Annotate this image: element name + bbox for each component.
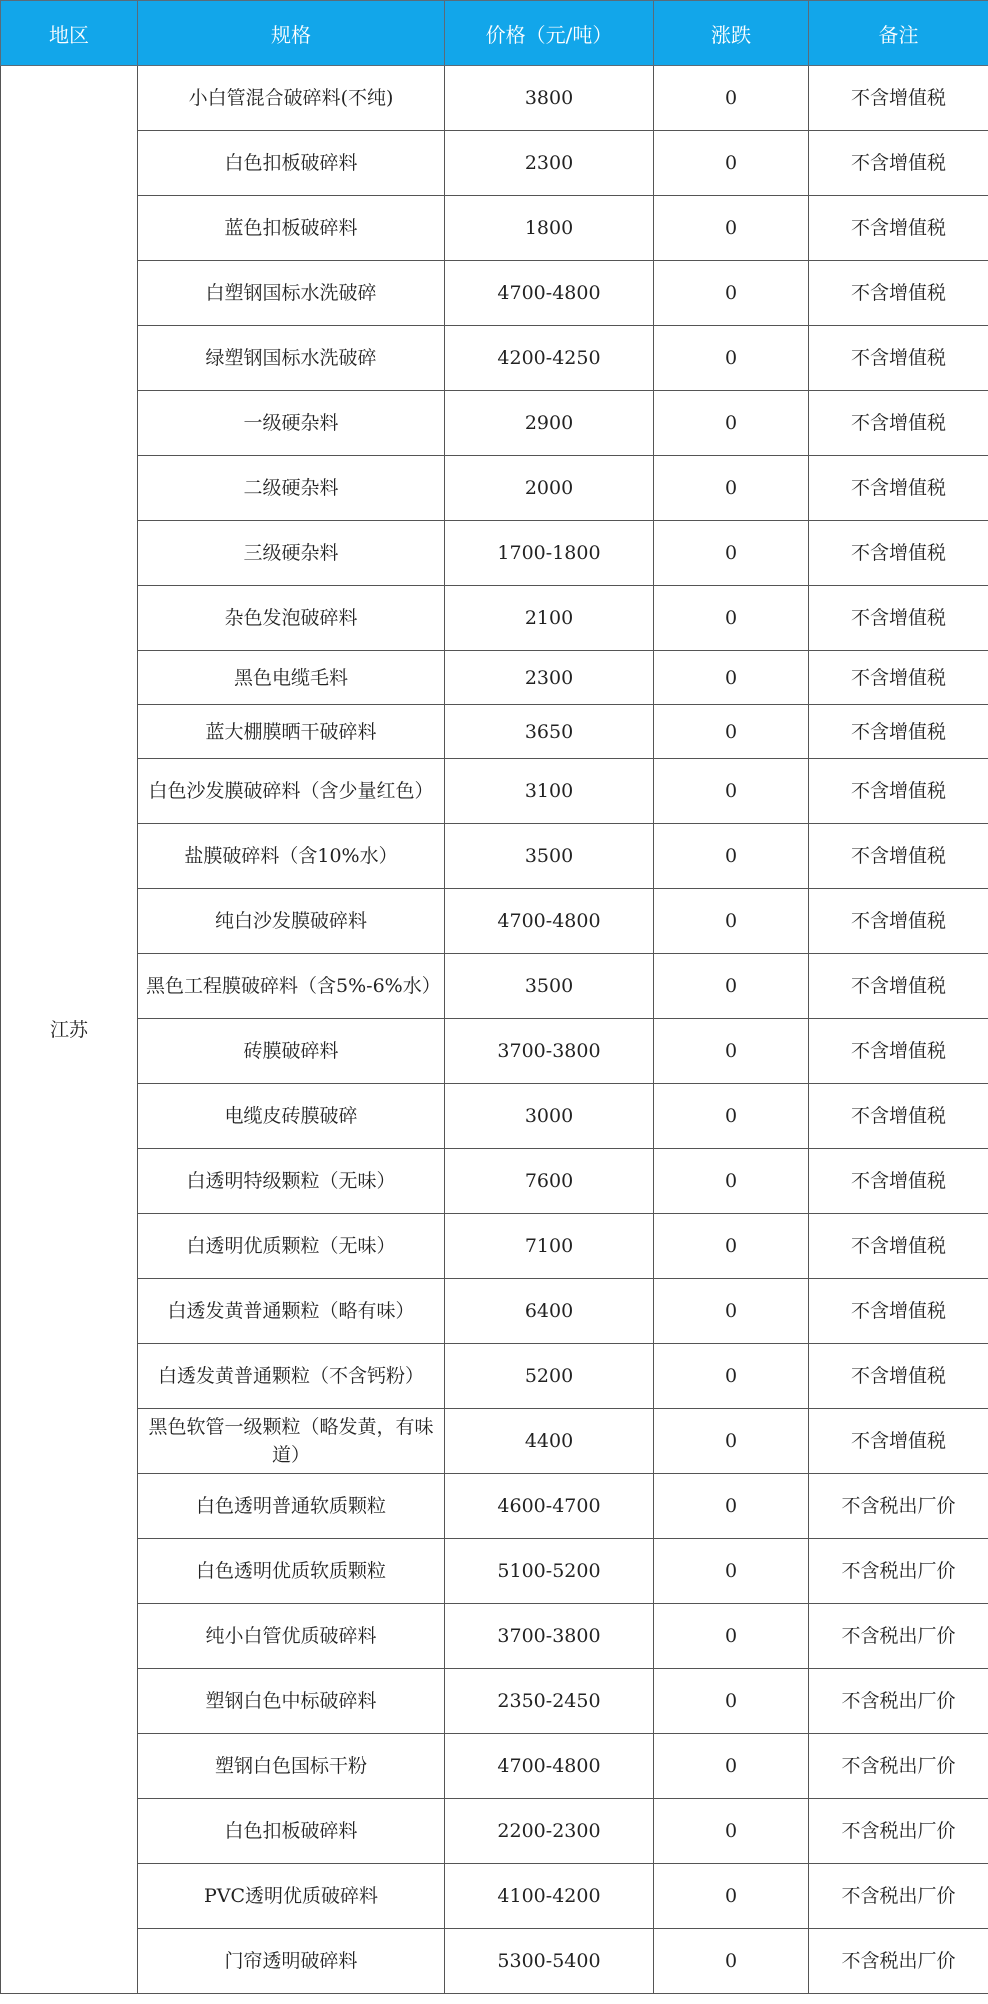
- change-cell: 0: [654, 954, 809, 1019]
- change-cell: 0: [654, 521, 809, 586]
- table-row: [1, 1929, 988, 1994]
- price-cell: 1800: [445, 196, 654, 261]
- price-cell: 4100-4200: [445, 1864, 654, 1929]
- table-row: [1, 1084, 988, 1149]
- price-cell: 5200: [445, 1344, 654, 1409]
- change-cell: 0: [654, 1799, 809, 1864]
- table-row: [1, 456, 988, 521]
- spec-cell: 杂色发泡破碎料: [138, 586, 445, 651]
- spec-cell: 塑钢白色中标破碎料: [138, 1669, 445, 1734]
- price-cell: 4700-4800: [445, 1734, 654, 1799]
- note-cell: 不含增值税: [809, 889, 988, 954]
- spec-cell: 白色沙发膜破碎料（含少量红色）: [138, 759, 445, 824]
- note-cell: 不含税出厂价: [809, 1734, 988, 1799]
- header-change: 涨跌: [654, 1, 809, 66]
- table-row: [1, 1344, 988, 1409]
- price-cell: 7100: [445, 1214, 654, 1279]
- spec-cell: 门帘透明破碎料: [138, 1929, 445, 1994]
- spec-cell: 黑色电缆毛料: [138, 651, 445, 705]
- change-cell: 0: [654, 1864, 809, 1929]
- price-cell: 7600: [445, 1149, 654, 1214]
- note-cell: 不含增值税: [809, 759, 988, 824]
- price-cell: 4200-4250: [445, 326, 654, 391]
- table-row: [1, 1604, 988, 1669]
- change-cell: 0: [654, 326, 809, 391]
- spec-cell: 塑钢白色国标干粉: [138, 1734, 445, 1799]
- price-cell: 3500: [445, 824, 654, 889]
- table-row: [1, 586, 988, 651]
- price-cell: 2350-2450: [445, 1669, 654, 1734]
- change-cell: 0: [654, 391, 809, 456]
- price-cell: 3650: [445, 705, 654, 759]
- note-cell: 不含税出厂价: [809, 1929, 988, 1994]
- note-cell: 不含税出厂价: [809, 1604, 988, 1669]
- table-row: [1, 1539, 988, 1604]
- spec-cell: 白色扣板破碎料: [138, 131, 445, 196]
- note-cell: 不含增值税: [809, 196, 988, 261]
- note-cell: 不含增值税: [809, 824, 988, 889]
- change-cell: 0: [654, 705, 809, 759]
- change-cell: 0: [654, 196, 809, 261]
- header-note: 备注: [809, 1, 988, 66]
- spec-cell: 白透发黄普通颗粒（略有味）: [138, 1279, 445, 1344]
- change-cell: 0: [654, 1214, 809, 1279]
- note-cell: 不含税出厂价: [809, 1669, 988, 1734]
- change-cell: 0: [654, 1149, 809, 1214]
- spec-cell: 蓝大棚膜晒干破碎料: [138, 705, 445, 759]
- change-cell: 0: [654, 759, 809, 824]
- table-row: [1, 326, 988, 391]
- header-price: 价格（元/吨）: [445, 1, 654, 66]
- table-row: [1, 1734, 988, 1799]
- table-row: [1, 1279, 988, 1344]
- spec-cell: PVC透明优质破碎料: [138, 1864, 445, 1929]
- spec-cell: 绿塑钢国标水洗破碎: [138, 326, 445, 391]
- change-cell: 0: [654, 586, 809, 651]
- note-cell: 不含增值税: [809, 651, 988, 705]
- table-row: [1, 1799, 988, 1864]
- price-cell: 3700-3800: [445, 1604, 654, 1669]
- note-cell: 不含增值税: [809, 705, 988, 759]
- note-cell: 不含增值税: [809, 1149, 988, 1214]
- table-row: [1, 759, 988, 824]
- change-cell: 0: [654, 131, 809, 196]
- table-row: [1, 1019, 988, 1084]
- change-cell: 0: [654, 824, 809, 889]
- note-cell: 不含增值税: [809, 1019, 988, 1084]
- price-cell: 4700-4800: [445, 889, 654, 954]
- price-cell: 3700-3800: [445, 1019, 654, 1084]
- note-cell: 不含增值税: [809, 261, 988, 326]
- change-cell: 0: [654, 651, 809, 705]
- change-cell: 0: [654, 1539, 809, 1604]
- price-cell: 2100: [445, 586, 654, 651]
- price-cell: 2900: [445, 391, 654, 456]
- spec-cell: 白色扣板破碎料: [138, 1799, 445, 1864]
- spec-cell: 电缆皮砖膜破碎: [138, 1084, 445, 1149]
- spec-cell: 白透发黄普通颗粒（不含钙粉）: [138, 1344, 445, 1409]
- table-row: [1, 261, 988, 326]
- change-cell: 0: [654, 1279, 809, 1344]
- price-cell: 6400: [445, 1279, 654, 1344]
- note-cell: 不含增值税: [809, 1214, 988, 1279]
- price-cell: 4400: [445, 1409, 654, 1474]
- price-cell: 4700-4800: [445, 261, 654, 326]
- spec-cell: 小白管混合破碎料(不纯): [138, 66, 445, 131]
- table-row: [1, 131, 988, 196]
- note-cell: 不含增值税: [809, 456, 988, 521]
- note-cell: 不含增值税: [809, 1279, 988, 1344]
- spec-cell: 黑色软管一级颗粒（略发黄，有味道）: [138, 1409, 445, 1474]
- change-cell: 0: [654, 1604, 809, 1669]
- price-cell: 3800: [445, 66, 654, 131]
- table-row: [1, 954, 988, 1019]
- change-cell: 0: [654, 66, 809, 131]
- price-cell: 3000: [445, 1084, 654, 1149]
- price-cell: 3100: [445, 759, 654, 824]
- spec-cell: 盐膜破碎料（含10%水）: [138, 824, 445, 889]
- spec-cell: 蓝色扣板破碎料: [138, 196, 445, 261]
- change-cell: 0: [654, 1344, 809, 1409]
- change-cell: 0: [654, 1734, 809, 1799]
- change-cell: 0: [654, 1409, 809, 1474]
- table-row: [1, 1864, 988, 1929]
- header-spec: 规格: [138, 1, 445, 66]
- change-cell: 0: [654, 1669, 809, 1734]
- note-cell: 不含税出厂价: [809, 1799, 988, 1864]
- spec-cell: 纯小白管优质破碎料: [138, 1604, 445, 1669]
- change-cell: 0: [654, 1474, 809, 1539]
- price-cell: 3500: [445, 954, 654, 1019]
- price-cell: 2300: [445, 651, 654, 705]
- spec-cell: 三级硬杂料: [138, 521, 445, 586]
- spec-cell: 白色透明优质软质颗粒: [138, 1539, 445, 1604]
- spec-cell: 白色透明普通软质颗粒: [138, 1474, 445, 1539]
- spec-cell: 一级硬杂料: [138, 391, 445, 456]
- header-region: 地区: [1, 1, 138, 66]
- spec-cell: 二级硬杂料: [138, 456, 445, 521]
- table-row: [1, 521, 988, 586]
- note-cell: 不含税出厂价: [809, 1539, 988, 1604]
- price-cell: 2300: [445, 131, 654, 196]
- price-cell: 4600-4700: [445, 1474, 654, 1539]
- change-cell: 0: [654, 1084, 809, 1149]
- change-cell: 0: [654, 889, 809, 954]
- note-cell: 不含增值税: [809, 586, 988, 651]
- table-row: [1, 1669, 988, 1734]
- spec-cell: 纯白沙发膜破碎料: [138, 889, 445, 954]
- price-cell: 2200-2300: [445, 1799, 654, 1864]
- price-cell: 1700-1800: [445, 521, 654, 586]
- region-cell: 江苏: [1, 66, 138, 1994]
- table-body: [1, 66, 988, 1994]
- table-row: [1, 1409, 988, 1474]
- table-row: [1, 66, 988, 131]
- table-row: [1, 391, 988, 456]
- table-row: [1, 1214, 988, 1279]
- note-cell: 不含税出厂价: [809, 1474, 988, 1539]
- change-cell: 0: [654, 261, 809, 326]
- table-header: [1, 1, 988, 66]
- note-cell: 不含增值税: [809, 1084, 988, 1149]
- spec-cell: 白塑钢国标水洗破碎: [138, 261, 445, 326]
- price-cell: 5100-5200: [445, 1539, 654, 1604]
- spec-cell: 白透明特级颗粒（无味）: [138, 1149, 445, 1214]
- spec-cell: 白透明优质颗粒（无味）: [138, 1214, 445, 1279]
- note-cell: 不含增值税: [809, 391, 988, 456]
- price-cell: 5300-5400: [445, 1929, 654, 1994]
- table-row: [1, 196, 988, 261]
- spec-cell: 砖膜破碎料: [138, 1019, 445, 1084]
- note-cell: 不含增值税: [809, 521, 988, 586]
- note-cell: 不含增值税: [809, 1409, 988, 1474]
- note-cell: 不含增值税: [809, 954, 988, 1019]
- note-cell: 不含税出厂价: [809, 1864, 988, 1929]
- table-row: [1, 1149, 988, 1214]
- change-cell: 0: [654, 456, 809, 521]
- change-cell: 0: [654, 1929, 809, 1994]
- change-cell: 0: [654, 1019, 809, 1084]
- price-cell: 2000: [445, 456, 654, 521]
- note-cell: 不含增值税: [809, 131, 988, 196]
- note-cell: 不含增值税: [809, 1344, 988, 1409]
- table-row: [1, 824, 988, 889]
- spec-cell: 黑色工程膜破碎料（含5%-6%水）: [138, 954, 445, 1019]
- note-cell: 不含增值税: [809, 66, 988, 131]
- table-row: [1, 705, 988, 759]
- table-row: [1, 889, 988, 954]
- note-cell: 不含增值税: [809, 326, 988, 391]
- table-row: [1, 1474, 988, 1539]
- table-row: [1, 651, 988, 705]
- header-row: [1, 1, 988, 66]
